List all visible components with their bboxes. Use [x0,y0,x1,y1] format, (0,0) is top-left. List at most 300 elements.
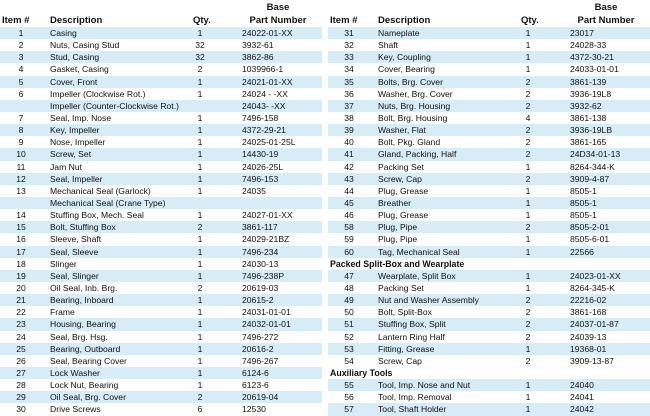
cell-item-number: 18 [16,258,26,269]
section-title: Auxiliary Tools [330,367,393,378]
cell-part-number: 4372-29-21 [242,125,286,136]
cell-part-number: 8505-6-01 [570,234,610,245]
cell-part-number: 3909-4-87 [570,173,610,184]
cell-quantity: 2 [525,137,531,148]
cell-item-number: 47 [344,270,354,281]
cell-quantity: 2 [525,149,531,160]
cell-description: Bolt, Stuffing Box [50,222,116,233]
cell-item-number: 51 [344,319,354,330]
header-part-number: Part Number [577,15,635,26]
cell-item-number: 2 [18,40,24,51]
cell-quantity: 2 [525,173,531,184]
cell-description: Stuffing Box, Split [378,319,446,330]
cell-description: Seal, Brg. Hsg. [50,331,108,342]
table-row [328,100,650,112]
cell-quantity: 1 [525,197,531,208]
cell-description: Washer, Flat [378,125,426,136]
section-title: Packed Split-Box and Wearplate [330,258,465,269]
cell-quantity: 1 [197,331,203,342]
header-qty: Qty. [193,15,211,26]
cell-description: Seal, Sleeve [50,246,99,257]
cell-quantity: 2 [525,222,531,233]
cell-item-number: 50 [344,307,354,318]
cell-quantity: 1 [197,210,203,221]
table-row [0,270,322,282]
table-row [328,173,650,185]
cell-part-number: 12530 [242,404,266,415]
table-row [328,124,650,136]
cell-item-number: 55 [344,380,354,391]
cell-description: Seal, Slinger [50,270,99,281]
table-row [328,233,650,245]
cell-item-number: 56 [344,392,354,403]
column-header [328,0,650,27]
cell-item-number: 14 [16,210,26,221]
cell-part-number: 3909-13-87 [570,355,614,366]
cell-part-number: 24037-01-87 [570,319,619,330]
cell-description: Bearing, Outboard [50,343,121,354]
parts-column-right [328,0,650,415]
cell-part-number: 24040 [570,380,594,391]
cell-item-number: 23 [16,319,26,330]
cell-item-number: 38 [344,112,354,123]
table-row [0,391,322,403]
cell-description: Stuffing Box, Mech. Seal [50,210,144,221]
cell-description: Packing Set [378,282,424,293]
cell-quantity: 1 [525,404,531,415]
table-row [0,367,322,379]
table-row [0,161,322,173]
table-row [0,294,322,306]
cell-quantity: 2 [525,331,531,342]
cell-description: Frame [50,307,75,318]
cell-item-number: 27 [16,367,26,378]
cell-quantity: 1 [197,234,203,245]
table-row [0,112,322,124]
table-row [328,331,650,343]
cell-item-number: 25 [16,343,26,354]
cell-quantity: 1 [197,258,203,269]
cell-item-number: 35 [344,76,354,87]
table-row [0,355,322,367]
table-row [328,403,650,415]
cell-description: Nuts, Casing Stud [50,40,120,51]
cell-part-number: 3936-19L8 [570,88,612,99]
table-row [0,27,322,39]
cell-quantity: 1 [197,343,203,354]
cell-part-number: 24028-33 [570,40,607,51]
table-row [328,270,650,282]
cell-part-number: 6124-6 [242,367,269,378]
table-row [0,209,322,221]
cell-part-number: 4372-30-21 [570,52,614,63]
cell-item-number: 31 [344,28,354,38]
table-row [328,88,650,100]
cell-item-number: 37 [344,100,354,111]
cell-description: Key, Coupling [378,52,431,63]
table-row [328,391,650,403]
cell-part-number: 7496-153 [242,173,279,184]
table-row [328,39,650,51]
cell-part-number: 22566 [570,246,594,257]
table-row [328,318,650,330]
cell-part-number: 8264-345-K [570,282,615,293]
cell-item-number: 16 [16,234,26,245]
cell-description: Plug, Grease [378,185,429,196]
cell-part-number: 22216-02 [570,295,607,306]
cell-quantity: 2 [525,319,531,330]
cell-item-number: 36 [344,88,354,99]
header-item: Item # [2,15,30,26]
table-row [328,161,650,173]
table-row [328,112,650,124]
cell-part-number: 3932-62 [570,100,602,111]
cell-description: Wearplate, Split Box [378,270,456,281]
cell-part-number: 8264-344-K [570,161,615,172]
cell-item-number: 21 [16,295,26,306]
cell-part-number: 24025-01-25L [242,137,296,148]
header-base: Base [594,2,618,13]
cell-item-number: 49 [344,295,354,306]
cell-item-number: 34 [344,64,354,75]
cell-quantity: 1 [525,343,531,354]
table-row [328,221,650,233]
cell-quantity: 6 [197,404,203,415]
column-header [0,0,322,27]
cell-description: Bolt, Pkg. Gland [378,137,441,148]
cell-part-number: 8505-1 [570,185,597,196]
cell-part-number: 23017 [570,28,594,38]
table-row [328,294,650,306]
cell-description: Lock Nut, Bearing [50,380,119,391]
cell-quantity: 1 [197,112,203,123]
cell-description: Tool, Shaft Holder [378,404,447,415]
cell-description: Screw, Cap [378,173,422,184]
cell-quantity: 1 [197,137,203,148]
cell-item-number: 40 [344,137,354,148]
section-heading [328,258,650,270]
cell-item-number: 22 [16,307,26,318]
cell-item-number: 5 [18,76,24,87]
cell-description: Screw, Cap [378,355,422,366]
cell-part-number: 1039966-1 [242,64,284,75]
cell-item-number: 17 [16,246,26,257]
cell-description: Screw, Set [50,149,92,160]
cell-item-number: 41 [344,149,354,160]
cell-part-number: 3936-19LB [570,125,613,136]
cell-quantity: 2 [525,88,531,99]
table-row [328,27,650,39]
cell-description: Shaft [378,40,399,51]
cell-description: Plug, Grease [378,210,429,221]
cell-item-number: 32 [344,40,354,51]
cell-quantity: 1 [197,185,203,196]
cell-description: Mechanical Seal (Crane Type) [50,197,166,208]
cell-description: Gland, Packing, Half [378,149,457,160]
cell-description: Cover, Bearing [378,64,435,75]
cell-quantity: 1 [197,270,203,281]
cell-quantity: 1 [525,28,531,38]
cell-quantity: 1 [525,392,531,403]
table-row [328,51,650,63]
cell-part-number: 7496-234 [242,246,279,257]
cell-part-number: 24021-01-XX [242,76,293,87]
table-row [0,124,322,136]
cell-item-number: 10 [16,149,26,160]
table-row [0,246,322,258]
cell-quantity: 1 [525,246,531,257]
cell-quantity: 1 [197,295,203,306]
table-row [0,379,322,391]
table-row [328,246,650,258]
cell-part-number: 24043- -XX [242,100,286,111]
cell-item-number: 11 [16,161,26,172]
cell-quantity: 1 [525,40,531,51]
cell-description: Bolt, Brg. Housing [378,112,448,123]
cell-part-number: 24041 [570,392,594,403]
table-row [328,148,650,160]
cell-description: Mechanical Seal (Garlock) [50,185,151,196]
cell-part-number: 24D34-01-13 [570,149,621,160]
cell-description: Lock Washer [50,367,100,378]
table-row [328,306,650,318]
table-row [0,282,322,294]
cell-part-number: 3861-138 [570,112,607,123]
header-item: Item # [330,15,358,26]
cell-part-number: 8505-1 [570,210,597,221]
cell-item-number: 4 [18,64,24,75]
cell-description: Breather [378,197,411,208]
cell-part-number: 24022-01-XX [242,28,293,38]
cell-quantity: 1 [197,149,203,160]
cell-description: Plug, Pipe [378,234,418,245]
cell-part-number: 24029-21BZ [242,234,290,245]
cell-item-number: 29 [16,392,26,403]
cell-quantity: 1 [197,307,203,318]
cell-quantity: 1 [525,161,531,172]
cell-description: Seal, Imp. Nose [50,112,112,123]
cell-description: Seal, Bearing Cover [50,355,127,366]
cell-part-number: 24033-01-01 [570,64,619,75]
header-description: Description [378,15,431,26]
cell-quantity: 1 [525,234,531,245]
cell-quantity: 1 [197,246,203,257]
cell-item-number: 57 [344,404,354,415]
cell-part-number: 14430-19 [242,149,279,160]
cell-quantity: 1 [525,52,531,63]
table-row [0,197,322,209]
cell-part-number: 8505-1 [570,197,597,208]
cell-item-number: 48 [344,282,354,293]
cell-item-number: 53 [344,343,354,354]
table-row [0,51,322,63]
cell-item-number: 12 [16,173,26,184]
cell-item-number: 42 [344,161,354,172]
cell-part-number: 24035 [242,185,266,196]
cell-quantity: 1 [525,270,531,281]
table-row [0,306,322,318]
cell-item-number: 24 [16,331,26,342]
cell-description: Drive Screws [50,404,101,415]
cell-item-number: 6 [18,88,24,99]
cell-quantity: 1 [197,76,203,87]
cell-part-number: 24042 [570,404,594,415]
cell-quantity: 32 [195,52,205,63]
table-row [0,331,322,343]
parts-rows-left [0,27,322,416]
cell-item-number: 60 [344,246,354,257]
cell-part-number: 20619-04 [242,392,279,403]
cell-description: Washer, Brg. Cover [378,88,453,99]
header-base: Base [266,2,290,13]
cell-quantity: 1 [197,161,203,172]
cell-description: Bolt, Split-Box [378,307,432,318]
table-row [0,221,322,233]
cell-quantity: 1 [197,125,203,136]
cell-description: Nameplate [378,28,420,38]
cell-description: Plug, Pipe [378,222,418,233]
cell-description: Slinger [50,258,77,269]
cell-quantity: 2 [525,355,531,366]
cell-description: Sleeve, Shaft [50,234,102,245]
table-row [0,343,322,355]
cell-description: Nut and Washer Assembly [378,295,479,306]
table-row [328,343,650,355]
table-row [328,76,650,88]
cell-part-number: 24039-13 [570,331,607,342]
cell-quantity: 1 [197,380,203,391]
cell-item-number: 30 [16,404,26,415]
cell-quantity: 2 [525,100,531,111]
cell-quantity: 1 [197,173,203,184]
cell-item-number: 20 [16,282,26,293]
cell-part-number: 24026-25L [242,161,284,172]
header-qty: Qty. [521,15,539,26]
cell-part-number: 3932-61 [242,40,274,51]
cell-quantity: 1 [197,88,203,99]
cell-item-number: 8 [18,125,24,136]
cell-item-number: 54 [344,355,354,366]
table-row [328,185,650,197]
cell-description: Oil Seal, Brg. Cover [50,392,126,403]
cell-quantity: 1 [525,64,531,75]
cell-part-number: 7496-267 [242,355,279,366]
table-row [0,258,322,270]
cell-quantity: 1 [197,355,203,366]
cell-description: Nuts, Brg. Housing [378,100,451,111]
cell-description: Stud, Casing [50,52,100,63]
table-row [328,379,650,391]
table-row [0,185,322,197]
cell-item-number: 7 [18,112,24,123]
cell-part-number: 24027-01-XX [242,210,293,221]
table-row [328,197,650,209]
cell-description: Oil Seal, Inb. Brg. [50,282,118,293]
cell-description: Nose, Impeller [50,137,106,148]
cell-item-number: 52 [344,331,354,342]
cell-part-number: 24024 - -XX [242,88,288,99]
cell-part-number: 7496-238P [242,270,285,281]
cell-item-number: 44 [344,185,354,196]
table-row [0,136,322,148]
cell-quantity: 2 [197,64,203,75]
cell-part-number: 3861-139 [570,76,607,87]
cell-description: Tool, Imp. Nose and Nut [378,380,471,391]
header-part-number: Part Number [249,15,307,26]
table-row [0,39,322,51]
table-row [328,209,650,221]
cell-part-number: 6123-6 [242,380,269,391]
cell-part-number: 19368-01 [570,343,607,354]
cell-part-number: 3861-117 [242,222,278,233]
cell-description: Impeller (Clockwise Rot.) [50,88,146,99]
cell-description: Seal, Impeller [50,173,103,184]
cell-quantity: 2 [197,282,203,293]
cell-item-number: 13 [16,185,26,196]
cell-item-number: 15 [16,222,26,233]
table-row [0,318,322,330]
table-row [0,148,322,160]
cell-description: Housing, Bearing [50,319,116,330]
cell-quantity: 2 [525,307,531,318]
table-row [0,63,322,75]
cell-quantity: 32 [195,40,205,51]
cell-description: Casing [50,28,77,38]
cell-part-number: 3861-168 [570,307,607,318]
cell-description: Cover, Front [50,76,98,87]
cell-quantity: 1 [525,185,531,196]
cell-part-number: 24023-01-XX [570,270,621,281]
cell-description: Bearing, Inboard [50,295,114,306]
cell-description: Key, Impeller [50,125,100,136]
cell-item-number: 28 [16,380,26,391]
cell-quantity: 1 [525,380,531,391]
cell-item-number: 59 [344,234,354,245]
cell-quantity: 1 [197,319,203,330]
cell-quantity: 2 [525,76,531,87]
cell-part-number: 24031-01-01 [242,307,291,318]
table-row [0,76,322,88]
cell-quantity: 1 [197,28,203,38]
cell-item-number: 58 [344,222,354,233]
cell-description: Jam Nut [50,161,82,172]
cell-item-number: 3 [18,52,24,63]
cell-part-number: 20615-2 [242,295,274,306]
cell-part-number: 20619-03 [242,282,279,293]
cell-item-number: 43 [344,173,354,184]
table-row [0,173,322,185]
table-row [328,136,650,148]
cell-quantity: 2 [197,392,203,403]
cell-item-number: 1 [18,28,24,38]
table-row [0,403,322,415]
cell-part-number: 7496-158 [242,112,279,123]
cell-description: Impeller (Counter-Clockwise Rot.) [50,100,179,111]
table-row [328,63,650,75]
cell-part-number: 7496-272 [242,331,279,342]
cell-quantity: 2 [525,295,531,306]
cell-item-number: 45 [344,197,354,208]
section-heading [328,367,650,379]
cell-description: Packing Set [378,161,424,172]
cell-item-number: 46 [344,210,354,221]
cell-part-number: 24030-13 [242,258,279,269]
cell-part-number: 20616-2 [242,343,274,354]
cell-description: Fitting, Grease [378,343,435,354]
cell-description: Bolts, Brg. Cover [378,76,443,87]
table-row [0,233,322,245]
table-row [328,282,650,294]
